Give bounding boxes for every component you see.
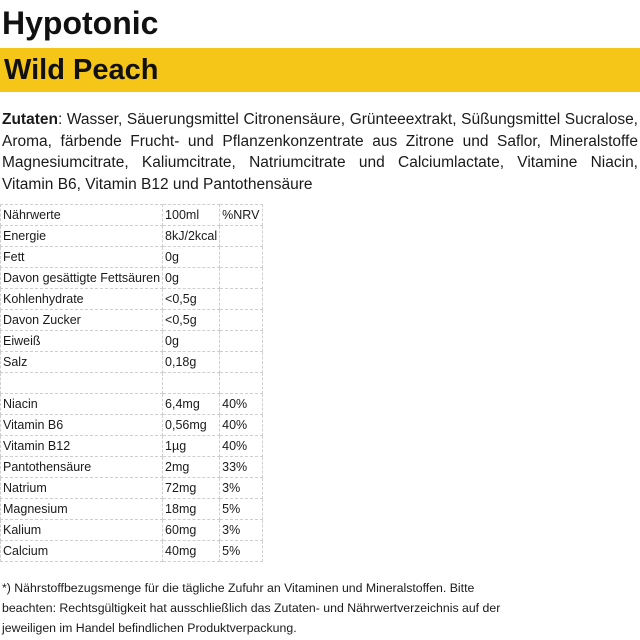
- nutrient-cell: Davon Zucker: [1, 310, 163, 331]
- nutrition-table: [0, 204, 263, 562]
- nutrient-cell: [1, 373, 163, 394]
- header-cell-nrv: %NRV: [220, 205, 263, 226]
- header-cell-per-100ml: 100ml: [163, 205, 220, 226]
- nrv-cell: [220, 310, 263, 331]
- nrv-cell: [220, 226, 263, 247]
- nrv-cell: [220, 247, 263, 268]
- nrv-cell: 33%: [220, 457, 263, 478]
- amount-cell: 0g: [163, 268, 220, 289]
- nrv-cell: 40%: [220, 436, 263, 457]
- amount-cell: 0g: [163, 247, 220, 268]
- nutrient-cell: Salz: [1, 352, 163, 373]
- nutrient-cell: Eiweiß: [1, 331, 163, 352]
- amount-cell: 2mg: [163, 457, 220, 478]
- amount-cell: 6,4mg: [163, 394, 220, 415]
- nutrient-cell: Kalium: [1, 520, 163, 541]
- nutrition-row: [1, 226, 263, 247]
- nutrient-cell: Magnesium: [1, 499, 163, 520]
- nrv-cell: 40%: [220, 415, 263, 436]
- nrv-cell: 40%: [220, 394, 263, 415]
- amount-cell: 8kJ/2kcal: [163, 226, 220, 247]
- nutrition-row: [1, 247, 263, 268]
- nutrient-cell: Vitamin B6: [1, 415, 163, 436]
- amount-cell: 1µg: [163, 436, 220, 457]
- nrv-cell: 3%: [220, 478, 263, 499]
- amount-cell: <0,5g: [163, 289, 220, 310]
- nutrient-cell: Davon gesättigte Fettsäuren: [1, 268, 163, 289]
- nrv-cell: 3%: [220, 520, 263, 541]
- nrv-cell: 5%: [220, 541, 263, 562]
- nutrition-row: [1, 268, 263, 289]
- flavor-banner: [0, 48, 640, 92]
- amount-cell: 60mg: [163, 520, 220, 541]
- nutrition-row: [1, 331, 263, 352]
- nutrition-header-row: [1, 205, 263, 226]
- footnote: *) Nährstoffbezugsmenge für die tägliche Zufuhr an Vitaminen und Mineralstoffen. Bitte beachten: Rechtsgültigkeit hat ausschließlich das Zutaten- und Nährwertverzeichnis auf der jeweiligen im Handel befindlichen Produktverpackung.: [2, 581, 501, 635]
- ingredients-label: Zutaten: [2, 111, 58, 128]
- nrv-cell: 5%: [220, 499, 263, 520]
- nutrient-cell: Pantothensäure: [1, 457, 163, 478]
- nutrition-row: [1, 499, 263, 520]
- nrv-cell: [220, 331, 263, 352]
- nutrition-row: [1, 436, 263, 457]
- nutrition-row: [1, 352, 263, 373]
- nutrition-row: [1, 541, 263, 562]
- nutrient-cell: Fett: [1, 247, 163, 268]
- nutrition-table-body: [1, 205, 263, 562]
- product-title: Hypotonic: [2, 5, 159, 41]
- amount-cell: 40mg: [163, 541, 220, 562]
- amount-cell: 18mg: [163, 499, 220, 520]
- nutrition-row: [1, 520, 263, 541]
- nutrient-cell: Energie: [1, 226, 163, 247]
- ingredients-paragraph: [2, 109, 638, 195]
- nutrition-row: [1, 373, 263, 394]
- nrv-cell: [220, 268, 263, 289]
- nutrient-cell: Vitamin B12: [1, 436, 163, 457]
- nutrition-row: [1, 310, 263, 331]
- amount-cell: <0,5g: [163, 310, 220, 331]
- amount-cell: 0,56mg: [163, 415, 220, 436]
- amount-cell: 0g: [163, 331, 220, 352]
- nrv-cell: [220, 373, 263, 394]
- nutrition-row: [1, 415, 263, 436]
- amount-cell: 0,18g: [163, 352, 220, 373]
- nutrition-row: [1, 478, 263, 499]
- flavor-name: Wild Peach: [4, 54, 159, 86]
- nutrient-cell: Kohlenhydrate: [1, 289, 163, 310]
- nrv-cell: [220, 289, 263, 310]
- amount-cell: [163, 373, 220, 394]
- nutrient-cell: Natrium: [1, 478, 163, 499]
- nutrient-cell: Niacin: [1, 394, 163, 415]
- nutrition-row: [1, 394, 263, 415]
- nrv-cell: [220, 352, 263, 373]
- nutrition-row: [1, 457, 263, 478]
- amount-cell: 72mg: [163, 478, 220, 499]
- header-cell-nutrient: Nährwerte: [1, 205, 163, 226]
- nutrient-cell: Calcium: [1, 541, 163, 562]
- nutrition-row: [1, 289, 263, 310]
- ingredients-text: : Wasser, Säuerungsmittel Citronensäure, Grünteeextrakt, Süßungsmittel Sucralose, Aroma, färbende Frucht- und Pflanzenkonzentrate aus Zitrone und Saflor, Mineralstoffe Magnesiumcitrate, Kaliumcitrate, Natriumcitrate und Calciumlactate, Vitamine Niacin, Vitamin B6, Vitamin B12 und Pantothensäure: [2, 111, 638, 193]
